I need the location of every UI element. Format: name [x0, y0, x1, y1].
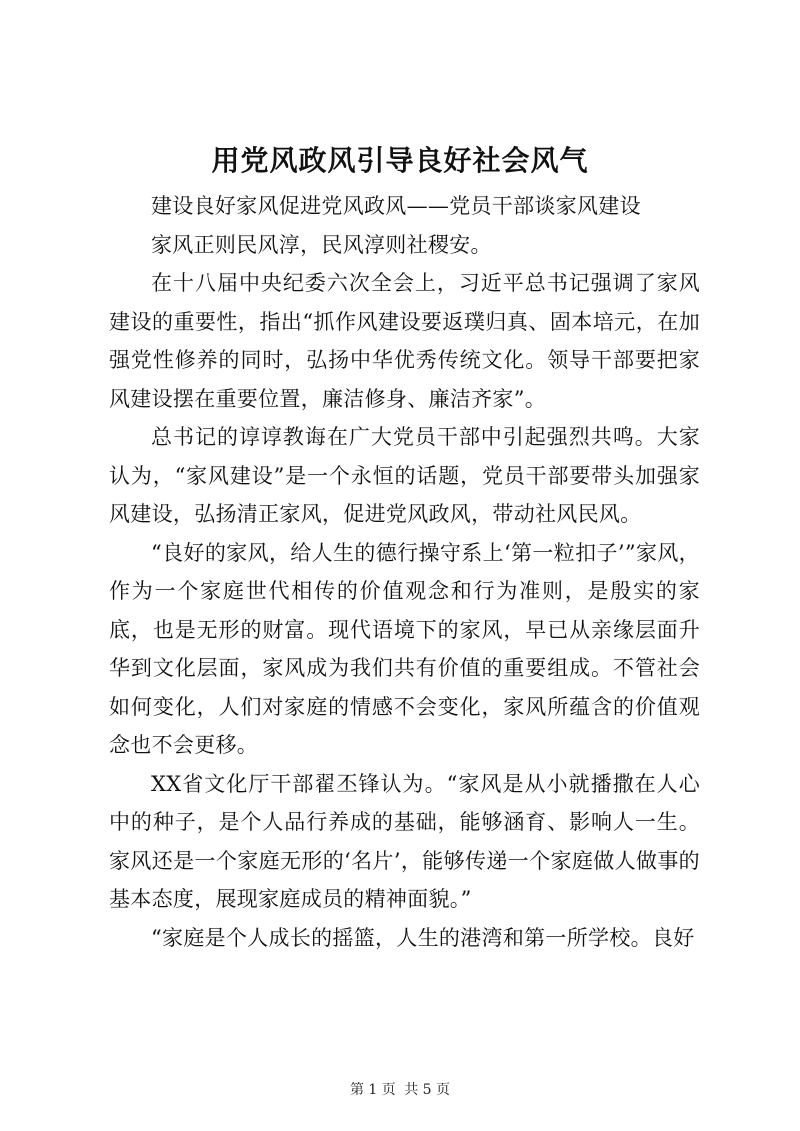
paragraph-cradle: “家庭是个人成长的摇篮，人生的港湾和第一所学校。良好 [151, 925, 695, 950]
paragraph-family-values: “良好的家风，给人生的德行操守系上‘第一粒扣子’”家风，作为一个家庭世代相传的价值观念和行为准则，是殷实的家底，也是无形的财富。现代语境下的家风，早已从亲缘层面升华到文化层面，家风成为我们共有价值的重要组成。不管社会如何变化，人们对家庭的情感不会变化，家风所蕴含的价值观念也不会更移。 [109, 540, 700, 757]
paragraph-official-quote: XX省文化厅干部翟丕锋认为。“家风是从小就播撒在人心中的种子，是个人品行养成的基础，能够涵育、影响人一生。家风还是一个家庭无形的‘名片’，能够传递一个家庭做人做事的基本态度，展现家庭成员的精神面貌。” [109, 771, 700, 911]
document-title: 用党风政风引导良好社会风气 [211, 144, 589, 177]
paragraph-motto: 家风正则民风淳，民风淳则社稷安。 [151, 232, 492, 257]
page-total: 共 5 页 [404, 1082, 451, 1098]
page-footer [0, 1080, 800, 1100]
paragraph-resonance: 总书记的谆谆教诲在广大党员干部中引起强烈共鸣。大家认为，“家风建设”是一个永恒的话题，党员干部要带头加强家风建设，弘扬清正家风，促进党风政风，带动社风民风。 [109, 425, 700, 526]
page-number: 第 1 页 [349, 1082, 396, 1098]
document-body [109, 187, 700, 957]
paragraph-plenary: 在十八届中央纪委六次全会上，习近平总书记强调了家风建设的重要性，指出“抓作风建设要返璞归真、固本培元，在加强党性修养的同时，弘扬中华优秀传统文化。领导干部要把家风建设摆在重要位置，廉洁修身、廉洁齐家”。 [109, 271, 700, 411]
paragraph-subtitle: 建设良好家风促进党风政风——党员干部谈家风建设 [151, 194, 641, 218]
